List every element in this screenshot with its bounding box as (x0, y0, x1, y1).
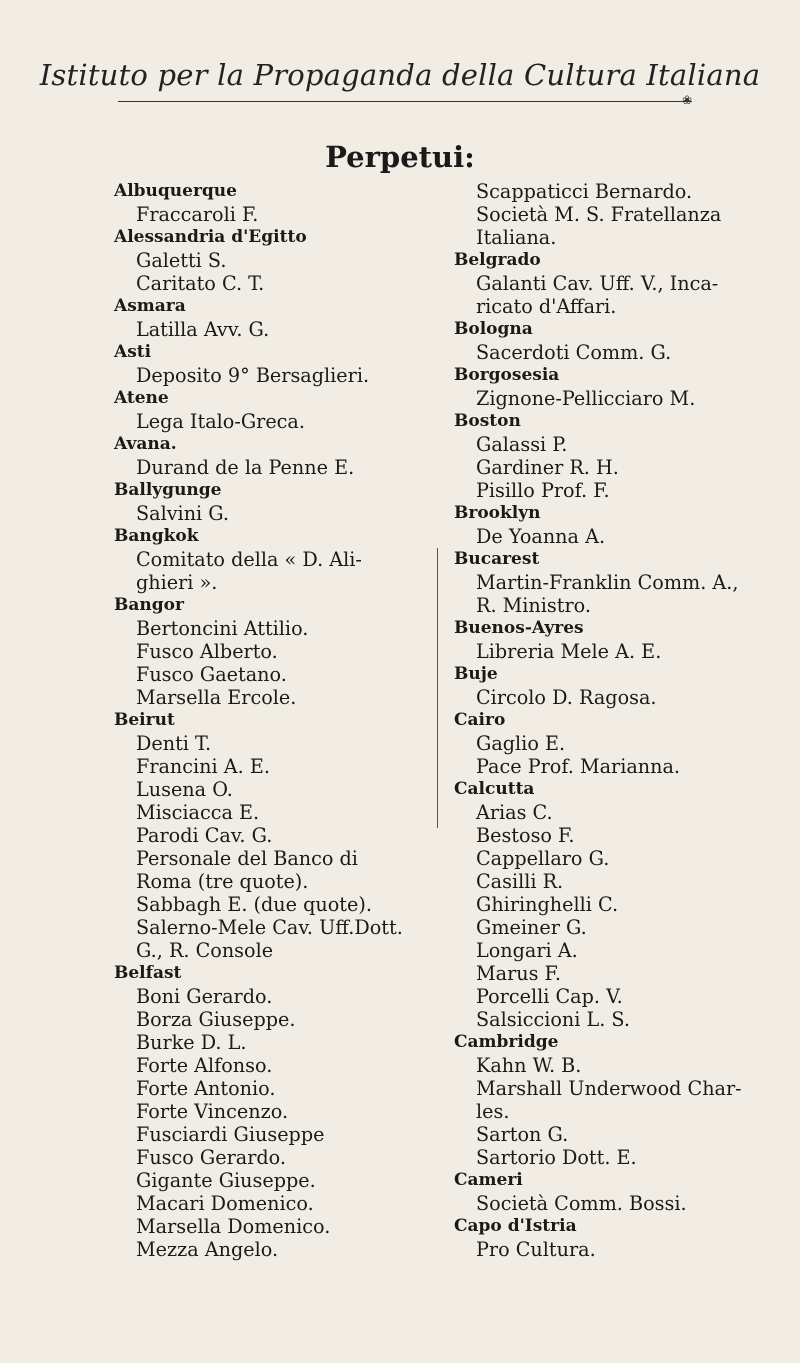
member-name: Salvini G. (136, 502, 230, 525)
city-heading: Bangor (114, 595, 184, 615)
city-heading: Asti (114, 342, 152, 362)
city-heading: Calcutta (454, 779, 535, 799)
member-name: Latilla Avv. G. (136, 318, 270, 341)
city-entry (114, 709, 419, 962)
member-name: Forte Alfonso. (136, 1054, 273, 1077)
member-name: Arias C. (476, 801, 553, 824)
city-entry (114, 387, 419, 433)
member-name: Pace Prof. Marianna. (476, 755, 681, 778)
member-name: Mezza Angelo. (136, 1238, 279, 1261)
city-heading: Albuquerque (114, 181, 237, 201)
city-heading: Boston (454, 411, 521, 431)
member-name: Pro Cultura. (476, 1238, 596, 1261)
member-name: Lega Italo-Greca. (136, 410, 305, 433)
city-heading: Brooklyn (454, 503, 541, 523)
member-name: Pisillo Prof. F. (476, 479, 610, 502)
city-heading: Cameri (454, 1170, 523, 1190)
member-name: ricato d'Affari. (476, 295, 617, 318)
member-name: Circolo D. Ragosa. (476, 686, 657, 709)
city-heading: Buenos-Ayres (454, 618, 584, 638)
member-name: Macari Domenico. (136, 1192, 314, 1215)
member-name: Gigante Giuseppe. (136, 1169, 316, 1192)
member-name: Libreria Mele A. E. (476, 640, 662, 663)
member-name: Durand de la Penne E. (136, 456, 355, 479)
city-heading: Bucarest (454, 549, 540, 569)
city-heading: Asmara (114, 296, 186, 316)
section-title: Perpetui: (325, 140, 475, 174)
city-entry (454, 410, 752, 502)
member-name: Gmeiner G. (476, 916, 587, 939)
city-entry (454, 617, 752, 663)
city-heading: Borgosesia (454, 365, 560, 385)
city-entry (114, 594, 419, 709)
member-name: Società Comm. Bossi. (476, 1192, 687, 1215)
member-name: Personale del Banco di (136, 847, 358, 870)
member-name: Sarton G. (476, 1123, 569, 1146)
city-heading: Avana. (114, 434, 177, 454)
member-name: Fusco Gerardo. (136, 1146, 286, 1169)
member-name: Bestoso F. (476, 824, 575, 847)
city-heading: Cambridge (454, 1032, 559, 1052)
member-name: G., R. Console (136, 939, 274, 962)
member-name: Galanti Cav. Uff. V., Inca- (476, 272, 719, 295)
city-entry (454, 364, 752, 410)
member-name: Forte Antonio. (136, 1077, 276, 1100)
city-heading: Ballygunge (114, 480, 222, 500)
member-name: Italiana. (476, 226, 557, 249)
city-entry (454, 249, 752, 318)
city-heading: Capo d'Istria (454, 1216, 577, 1236)
right-column (454, 180, 752, 1261)
city-heading: Cairo (454, 710, 506, 730)
city-heading: Atene (114, 388, 169, 408)
city-heading: Beirut (114, 710, 175, 730)
city-entry (114, 226, 419, 295)
member-name: Porcelli Cap. V. (476, 985, 623, 1008)
header-rule (118, 101, 692, 102)
member-name: Denti T. (136, 732, 212, 755)
member-name: Sartorio Dott. E. (476, 1146, 637, 1169)
city-entry (114, 295, 419, 341)
member-name: Deposito 9° Bersaglieri. (136, 364, 370, 387)
city-entry (114, 479, 419, 525)
member-name: Fusco Gaetano. (136, 663, 287, 686)
member-name: Boni Gerardo. (136, 985, 273, 1008)
city-entry (454, 180, 752, 249)
ornament-icon: ❀ (682, 93, 693, 107)
member-name: Cappellaro G. (476, 847, 610, 870)
member-name: Marshall Underwood Char- (476, 1077, 742, 1100)
member-name: Casilli R. (476, 870, 564, 893)
member-name: Borza Giuseppe. (136, 1008, 296, 1031)
member-name: Lusena O. (136, 778, 233, 801)
member-name: Società M. S. Fratellanza (476, 203, 722, 226)
city-entry (114, 525, 419, 594)
member-name: Fraccaroli F. (136, 203, 259, 226)
member-name: Longari A. (476, 939, 578, 962)
member-name: De Yoanna A. (476, 525, 606, 548)
member-name: Kahn W. B. (476, 1054, 582, 1077)
city-entry (114, 433, 419, 479)
member-name: Gaglio E. (476, 732, 566, 755)
member-name: Marsella Domenico. (136, 1215, 331, 1238)
city-entry (454, 709, 752, 778)
city-heading: Bangkok (114, 526, 199, 546)
city-entry (454, 318, 752, 364)
member-name: Francini A. E. (136, 755, 270, 778)
city-entry (454, 663, 752, 709)
left-column (114, 180, 419, 1261)
city-entry (114, 341, 419, 387)
page-header-title: Istituto per la Propaganda della Cultura Italiana (39, 58, 761, 92)
member-name: Galetti S. (136, 249, 227, 272)
member-name: Forte Vincenzo. (136, 1100, 289, 1123)
member-name: Fusco Alberto. (136, 640, 278, 663)
city-entry (454, 778, 752, 1031)
member-name: Salsiccioni L. S. (476, 1008, 630, 1031)
member-name: Comitato della « D. Ali- (136, 548, 362, 571)
member-name: Sacerdoti Comm. G. (476, 341, 672, 364)
member-name: Marsella Ercole. (136, 686, 297, 709)
member-name: Scappaticci Bernardo. (476, 180, 693, 203)
member-name: Fusciardi Giuseppe (136, 1123, 325, 1146)
member-name: Martin-Franklin Comm. A., (476, 571, 739, 594)
member-name: Ghiringhelli C. (476, 893, 619, 916)
member-name: ghieri ». (136, 571, 218, 594)
city-heading: Belfast (114, 963, 182, 983)
member-name: Marus F. (476, 962, 561, 985)
member-name: Bertoncini Attilio. (136, 617, 309, 640)
member-name: R. Ministro. (476, 594, 591, 617)
member-name: Caritato C. T. (136, 272, 265, 295)
city-heading: Bologna (454, 319, 533, 339)
member-name: Misciacca E. (136, 801, 260, 824)
member-name: Burke D. L. (136, 1031, 247, 1054)
city-entry (454, 548, 752, 617)
city-entry (114, 180, 419, 226)
city-heading: Belgrado (454, 250, 541, 270)
city-entry (454, 502, 752, 548)
column-divider (437, 548, 438, 828)
member-name: Galassi P. (476, 433, 568, 456)
city-entry (454, 1215, 752, 1261)
member-name: Salerno-Mele Cav. Uff.Dott. (136, 916, 403, 939)
member-name: Parodi Cav. G. (136, 824, 273, 847)
member-name: Gardiner R. H. (476, 456, 619, 479)
member-name: les. (476, 1100, 510, 1123)
city-heading: Alessandria d'Egitto (114, 227, 307, 247)
member-name: Zignone-Pellicciaro M. (476, 387, 696, 410)
city-entry (454, 1169, 752, 1215)
city-entry (114, 962, 419, 1261)
city-heading: Buje (454, 664, 498, 684)
member-name: Sabbagh E. (due quote). (136, 893, 372, 916)
city-entry (454, 1031, 752, 1169)
member-name: Roma (tre quote). (136, 870, 309, 893)
